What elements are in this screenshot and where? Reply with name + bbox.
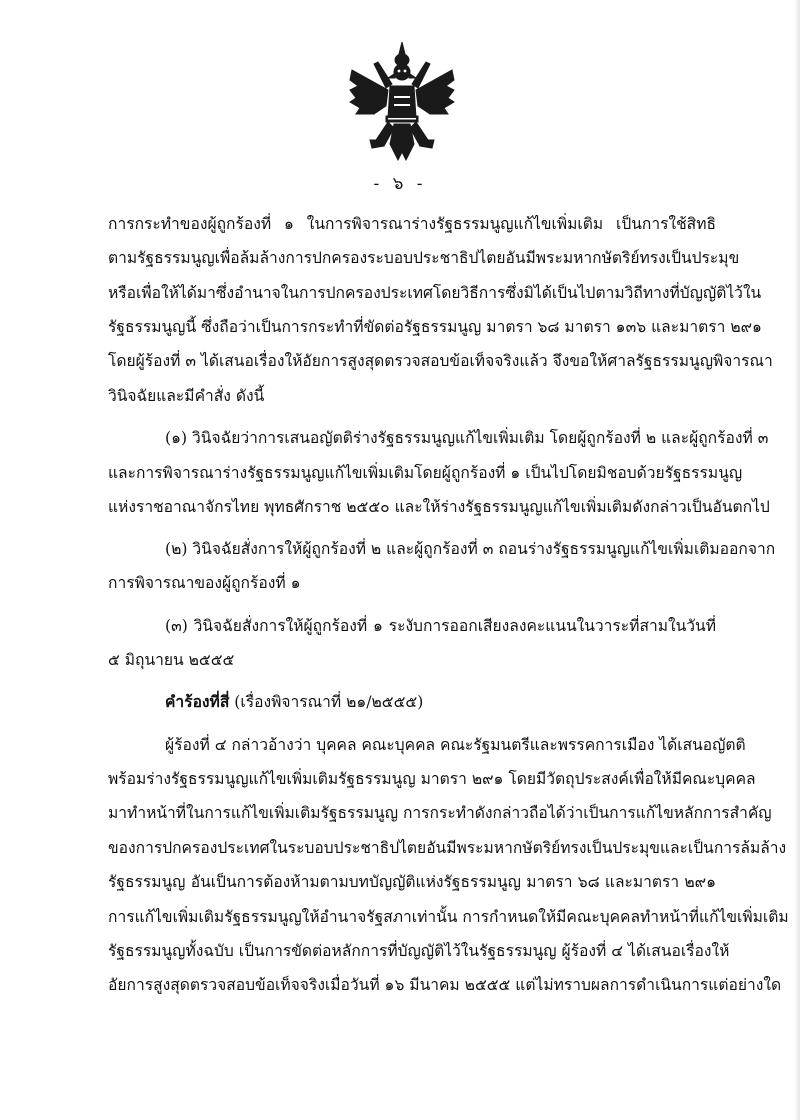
paragraph-line: ผู้ร้องที่ ๔ กล่าวอ้างว่า บุคคล คณะบุคคล คณะรัฐมนตรีและพรรคการเมือง ได้เสนอญัตติ <box>165 736 746 754</box>
section-heading-label: คำร้องที่สี่ <box>165 692 230 711</box>
paragraph-line: รัฐธรรมนูญทั้งฉบับ เป็นการขัดต่อหลักการที่บัญญัติไว้ในรัฐธรรมนูญ ผู้ร้องที่ ๔ ได้เสนอเรื่องให้ <box>108 942 730 960</box>
paragraph-line: การกระทำของผู้ถูกร้องที่ ๑ ในการพิจารณาร่างรัฐธรรมนูญแก้ไขเพิ่มเติม เป็นการใช้สิทธิ <box>108 215 716 233</box>
paragraph-line: อัยการสูงสุดตรวจสอบข้อเท็จจริงเมื่อวันที่ ๑๖ มีนาคม ๒๕๕๕ แต่ไม่ทราบผลการดำเนินการแต่อย่างใด <box>108 976 782 994</box>
paragraph-line: มาทำหน้าที่ในการแก้ไขเพิ่มเติมรัฐธรรมนูญ การกระทำดังกล่าวถือได้ว่าเป็นการแก้ไขหลักการสำคัญ <box>108 804 772 822</box>
request-item-1-line: แห่งราชอาณาจักรไทย พุทธศักราช ๒๕๕๐ และให้ร่างรัฐธรรมนูญแก้ไขเพิ่มเติมดังกล่าวเป็นอันตกไป <box>108 498 770 516</box>
paragraph-line: รัฐธรรมนูญนี้ ซึ่งถือว่าเป็นการกระทำที่ขัดต่อรัฐธรรมนูญ มาตรา ๖๘ มาตรา ๑๓๖ และมาตรา ๒๙๑ <box>108 318 762 336</box>
page-number: - ๖ - <box>373 174 427 194</box>
paragraph-line: พร้อมร่างรัฐธรรมนูญแก้ไขเพิ่มเติมรัฐธรรมนูญ มาตรา ๒๙๑ โดยมีวัตถุประสงค์เพื่อให้มีคณะบุคคล <box>108 770 756 788</box>
paragraph-line: ของการปกครองประเทศในระบอบประชาธิปไตยอันมีพระมหากษัตริย์ทรงเป็นประมุขและเป็นการล้มล้าง <box>108 839 787 857</box>
request-item-3-line: ๕ มิถุนายน ๒๕๕๕ <box>108 651 235 669</box>
paragraph-line: ตามรัฐธรรมนูญเพื่อล้มล้างการปกครองระบอบประชาธิปไตยอันมีพระมหากษัตริย์ทรงเป็นประมุข <box>108 249 740 267</box>
page-edge <box>794 0 800 1120</box>
request-item-3-line: (๓) วินิจฉัยสั่งการให้ผู้ถูกร้องที่ ๑ ระงับการออกเสียงลงคะแนนในวาระที่สามในวันที่ <box>165 617 716 635</box>
request-item-1-line: และการพิจารณาร่างรัฐธรรมนูญแก้ไขเพิ่มเติมโดยผู้ถูกร้องที่ ๑ เป็นไปโดยมิชอบด้วยรัฐธรรมนูญ <box>108 464 743 482</box>
paragraph-line: วินิจฉัยและมีคำสั่ง ดังนี้ <box>108 387 265 405</box>
request-item-2-line: (๒) วินิจฉัยสั่งการให้ผู้ถูกร้องที่ ๒ และผู้ถูกร้องที่ ๓ ถอนร่างรัฐธรรมนูญแก้ไขเพิ่มเติมออกจาก <box>165 540 776 558</box>
request-item-1-line: (๑) วินิจฉัยว่าการเสนอญัตติร่างรัฐธรรมนูญแก้ไขเพิ่มเติม โดยผู้ถูกร้องที่ ๒ และผู้ถูกร้องที่ ๓ <box>165 429 769 447</box>
paragraph-line: รัฐธรรมนูญ อันเป็นการต้องห้ามตามบทบัญญัติแห่งรัฐธรรมนูญ มาตรา ๖๘ และมาตรา ๒๙๑ <box>108 873 716 891</box>
section-heading <box>165 690 423 714</box>
paragraph-line: การแก้ไขเพิ่มเติมรัฐธรรมนูญให้อำนาจรัฐสภาเท่านั้น การกำหนดให้มีคณะบุคคลทำหน้าที่แก้ไขเพิ่มเติม <box>108 908 789 926</box>
paragraph-line: โดยผู้ร้องที่ ๓ ได้เสนอเรื่องให้อัยการสูงสุดตรวจสอบข้อเท็จจริงแล้ว จึงขอให้ศาลรัฐธรรมนูญพิจารณา <box>108 352 773 370</box>
section-heading-case: (เรื่องพิจารณาที่ ๒๑/๒๕๕๕) <box>229 693 424 711</box>
garuda-emblem-icon <box>348 40 456 162</box>
paragraph-line: หรือเพื่อให้ได้มาซึ่งอำนาจในการปกครองประเทศโดยวิธีการซึ่งมิได้เป็นไปตามวิถีทางที่บัญญัติไว้ใน <box>108 284 762 302</box>
request-item-2-line: การพิจารณาของผู้ถูกร้องที่ ๑ <box>108 574 301 592</box>
